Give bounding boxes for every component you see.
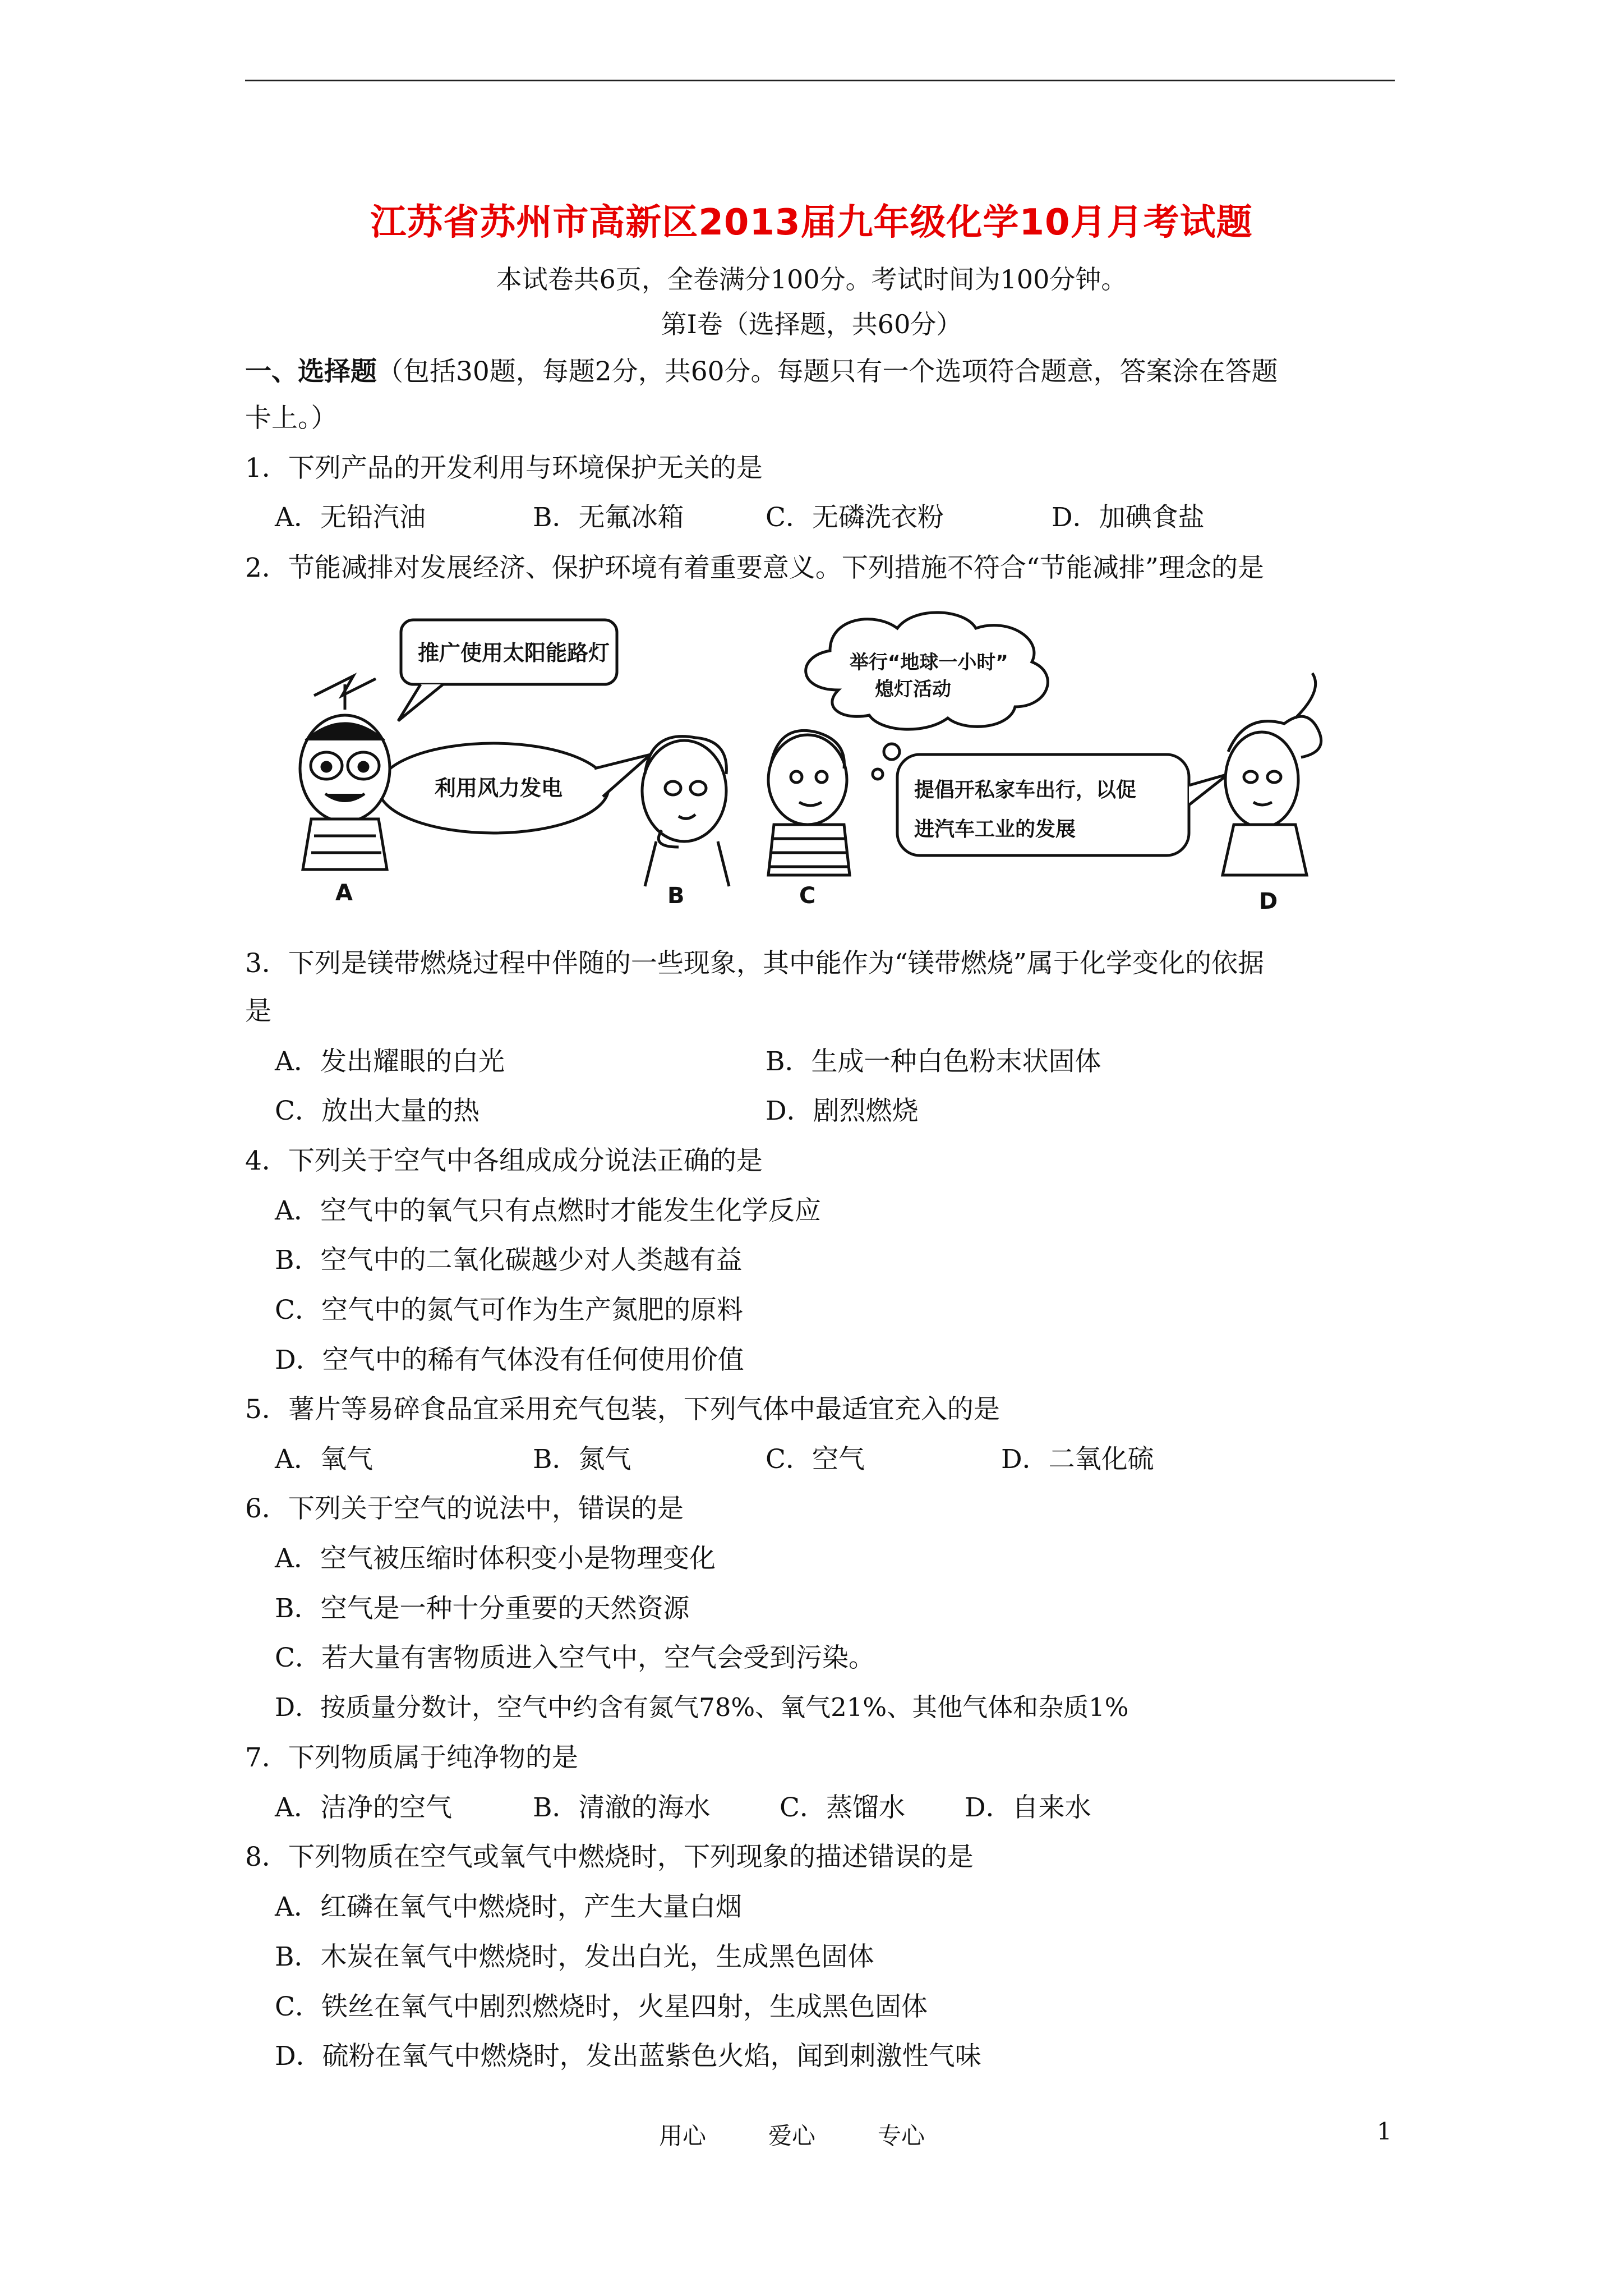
footer-motto-3: 专心 bbox=[878, 2122, 925, 2150]
question-6-stem: 6．下列关于空气的说法中，错误的是 bbox=[245, 1493, 684, 1524]
q8-option-d: D．硫粉在氧气中燃烧时，发出蓝紫色火焰，闻到刺激性气味 bbox=[275, 2041, 981, 2072]
q5-option-a: A．氧气 bbox=[275, 1444, 373, 1475]
q7-option-d: D．自来水 bbox=[965, 1792, 1091, 1823]
q8-option-c: C．铁丝在氧气中剧烈燃烧时，火星四射，生成黑色固体 bbox=[275, 1991, 928, 2022]
q5-option-b: B．氮气 bbox=[533, 1444, 631, 1475]
question-4-stem: 4．下列关于空气中各组成成分说法正确的是 bbox=[245, 1145, 763, 1176]
part-description bbox=[245, 351, 1278, 388]
q4-option-a: A．空气中的氧气只有点燃时才能发生化学反应 bbox=[275, 1195, 821, 1226]
question-7-stem: 7．下列物质属于纯净物的是 bbox=[245, 1742, 578, 1773]
bubble-c-text-1: 举行“地球一小时” bbox=[850, 651, 1008, 674]
q4-option-b: B．空气中的二氧化碳越少对人类越有益 bbox=[275, 1245, 743, 1276]
exam-intro: 本试卷共6页，全卷满分100分。考试时间为100分钟。 bbox=[496, 264, 1127, 295]
q8-option-a: A．红磷在氧气中燃烧时，产生大量白烟 bbox=[275, 1892, 742, 1922]
q6-option-c: C．若大量有害物质进入空气中，空气会受到污染。 bbox=[275, 1642, 875, 1673]
q5-option-d: D．二氧化硫 bbox=[1001, 1444, 1154, 1475]
bubble-a-text: 推广使用太阳能路灯 bbox=[418, 641, 610, 665]
part-desc-line1: （包括30题，每题2分，共60分。每题只有一个选项符合题意，答案涂在答题 bbox=[377, 356, 1278, 387]
character-d bbox=[1223, 673, 1321, 875]
question-5-stem: 5．薯片等易碎食品宜采用充气包装，下列气体中最适宜充入的是 bbox=[245, 1394, 1000, 1425]
figure-label-d: D bbox=[1259, 889, 1278, 914]
question-3-stem-2: 是 bbox=[245, 996, 271, 1027]
question-2-stem: 2．节能减排对发展经济、保护环境有着重要意义。下列措施不符合“节能减排”理念的是 bbox=[245, 553, 1264, 583]
character-a bbox=[300, 676, 390, 869]
figure-label-c: C bbox=[799, 883, 816, 909]
q6-option-a: A．空气被压缩时体积变小是物理变化 bbox=[275, 1543, 716, 1574]
q3-option-d: D．剧烈燃烧 bbox=[766, 1096, 919, 1126]
character-c bbox=[768, 730, 850, 875]
q1-option-b: B．无氟冰箱 bbox=[533, 502, 684, 533]
q6-option-b: B．空气是一种十分重要的天然资源 bbox=[275, 1593, 690, 1624]
q1-option-a: A．无铅汽油 bbox=[275, 502, 426, 533]
q3-option-a: A．发出耀眼的白光 bbox=[275, 1046, 505, 1077]
section-heading: 第Ⅰ卷（选择题，共60分） bbox=[661, 309, 962, 339]
bubble-d-text-2: 进汽车工业的发展 bbox=[914, 818, 1076, 841]
q1-option-d: D．加碘食盐 bbox=[1052, 502, 1205, 533]
q7-option-c: C．蒸馏水 bbox=[780, 1792, 905, 1823]
q8-option-b: B．木炭在氧气中燃烧时，发出白光，生成黑色固体 bbox=[275, 1941, 874, 1972]
q5-option-c: C．空气 bbox=[766, 1444, 865, 1475]
header-rule bbox=[245, 80, 1395, 81]
part-heading: 一、选择题 bbox=[245, 356, 377, 387]
footer-motto-1: 用心 bbox=[659, 2122, 707, 2150]
q7-option-a: A．洁净的空气 bbox=[275, 1792, 452, 1823]
part-desc-line2: 卡上。） bbox=[245, 403, 338, 434]
bubble-d-text-1: 提倡开私家车出行，以促 bbox=[914, 779, 1137, 802]
figure-label-a: A bbox=[335, 880, 353, 906]
q6-option-d: D．按质量分数计，空气中约含有氮气78%、氧气21%、其他气体和杂质1% bbox=[275, 1692, 1129, 1722]
character-b bbox=[642, 737, 729, 886]
question-3-stem-1: 3．下列是镁带燃烧过程中伴随的一些现象，其中能作为“镁带燃烧”属于化学变化的依据 bbox=[245, 948, 1264, 979]
question-1-stem: 1．下列产品的开发利用与环境保护无关的是 bbox=[245, 453, 763, 484]
q4-option-c: C．空气中的氮气可作为生产氮肥的原料 bbox=[275, 1295, 743, 1326]
page-number: 1 bbox=[1377, 2118, 1392, 2145]
question-8-stem: 8．下列物质在空气或氧气中燃烧时，下列现象的描述错误的是 bbox=[245, 1842, 974, 1872]
q4-option-d: D．空气中的稀有气体没有任何使用价值 bbox=[275, 1345, 744, 1375]
bubble-c-text-2: 熄灯活动 bbox=[875, 678, 951, 701]
q3-option-b: B．生成一种白色粉末状固体 bbox=[766, 1046, 1101, 1077]
bubble-b-text: 利用风力发电 bbox=[435, 776, 563, 800]
q3-option-c: C．放出大量的热 bbox=[275, 1096, 479, 1126]
figure-label-b: B bbox=[667, 883, 685, 909]
footer-motto-2: 爱心 bbox=[768, 2122, 816, 2150]
q1-option-c: C．无磷洗衣粉 bbox=[766, 502, 944, 533]
exam-title: 江苏省苏州市高新区2013届九年级化学10月月考试题 bbox=[370, 202, 1253, 243]
q7-option-b: B．清澈的海水 bbox=[533, 1792, 711, 1823]
energy-saving-cartoon bbox=[292, 606, 1340, 920]
